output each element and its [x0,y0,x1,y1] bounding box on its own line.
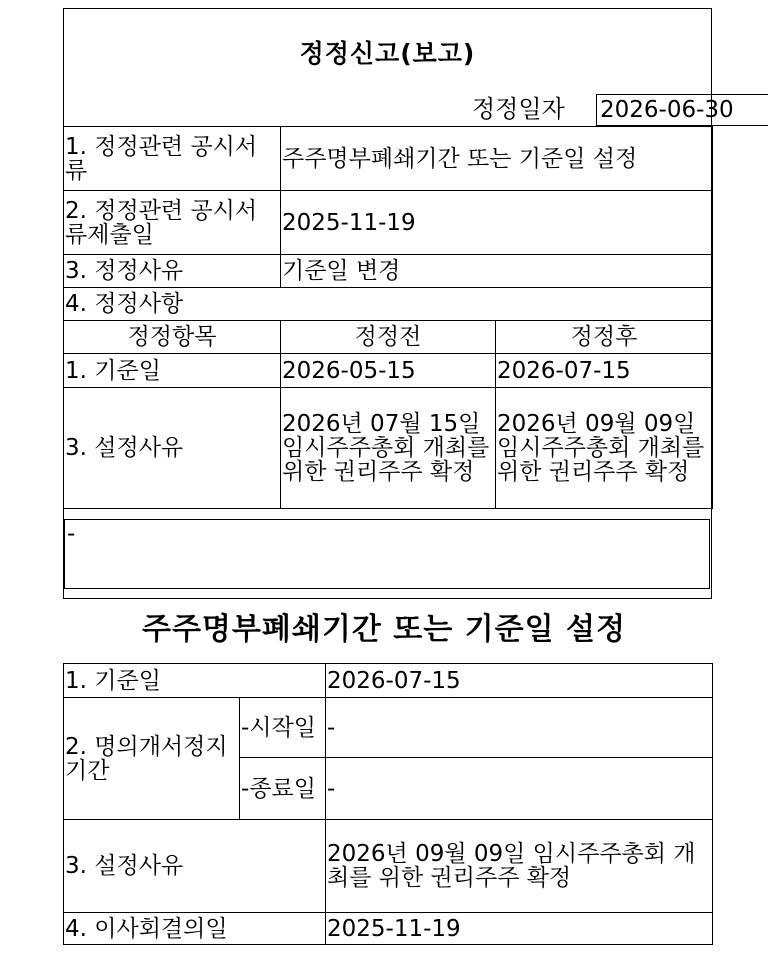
item-before: 2026년 07월 15일 임시주주총회 개최를 위한 권리주주 확정 [281,388,496,509]
table-row [64,191,713,255]
column-header: 정정후 [496,321,713,354]
column-header: 정정전 [281,321,496,354]
table-row [64,388,713,509]
row-label: 3. 정정사유 [64,255,281,288]
report-title: 정정신고(보고) [299,39,476,68]
record-date-value: 2026-07-15 [326,664,713,698]
table-row [64,913,713,945]
row-label: 1. 정정관련 공시서류 [64,127,281,191]
notice-title: 주주명부폐쇄기간 또는 기준일 설정 [141,612,627,647]
table-row [64,354,713,388]
correction-table [63,126,713,509]
row-label: 4. 정정사항 [64,288,713,321]
table-row [64,127,713,191]
table-row [64,255,713,288]
suspension-period-label: 2. 명의개서정지기간 [64,698,240,820]
end-date-label: -종료일 [240,758,326,820]
start-date-value: - [326,698,713,758]
table-row [64,698,713,758]
reason-label: 3. 설정사유 [64,820,326,913]
correction-date-value: 2026-06-30 [596,94,768,126]
table-row [64,664,713,698]
board-resolution-label: 4. 이사회결의일 [64,913,326,945]
notice-table [63,663,713,945]
item-before: 2026-05-15 [281,354,496,388]
row-value: 2025-11-19 [281,191,713,255]
table-row [64,820,713,913]
record-date-label: 1. 기준일 [64,664,326,698]
row-label: 2. 정정관련 공시서류제출일 [64,191,281,255]
end-date-value: - [326,758,713,820]
item-after: 2026-07-15 [496,354,713,388]
item-label: 3. 설정사유 [64,388,281,509]
item-after: 2026년 09월 09일 임시주주총회 개최를 위한 권리주주 확정 [496,388,713,509]
item-label: 1. 기준일 [64,354,281,388]
start-date-label: -시작일 [240,698,326,758]
reason-value: 2026년 09월 09일 임시주주총회 개최를 위한 권리주주 확정 [326,820,713,913]
row-value: 기준일 변경 [281,255,713,288]
remark-box: - [64,519,710,589]
board-resolution-value: 2025-11-19 [326,913,713,945]
correction-date-label: 정정일자 [472,95,565,123]
table-row [64,288,713,321]
column-header-row [64,321,713,354]
column-header: 정정항목 [64,321,281,354]
row-value: 주주명부폐쇄기간 또는 기준일 설정 [281,127,713,191]
